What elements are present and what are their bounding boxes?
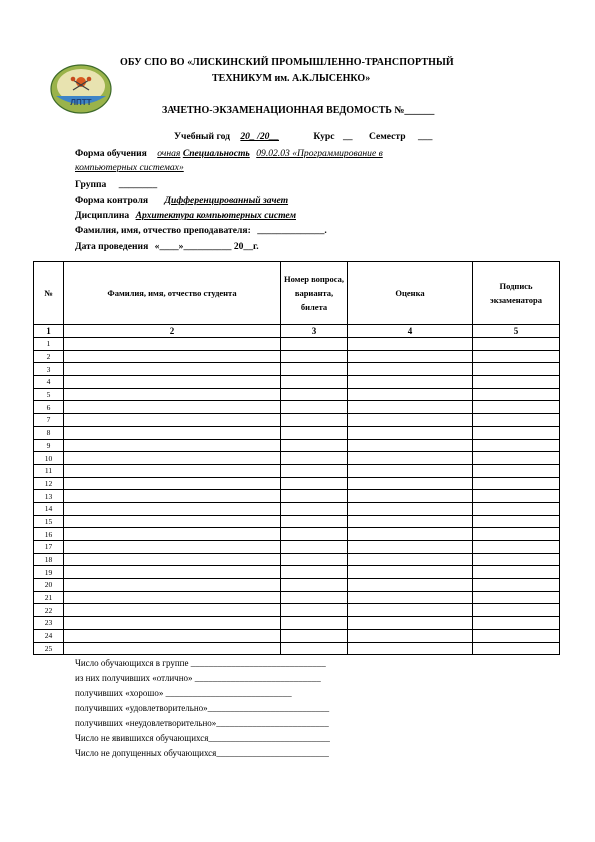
table-row — [34, 363, 560, 376]
row-number: 5 — [34, 388, 64, 401]
col-header-grade: Оценка — [348, 262, 473, 325]
table-row — [34, 452, 560, 465]
signature-cell[interactable] — [473, 452, 560, 465]
grade-cell[interactable] — [348, 376, 473, 389]
grade-cell[interactable] — [348, 591, 473, 604]
specialty-value[interactable]: 09.02.03 «Программирование в — [256, 148, 383, 159]
student-name-cell[interactable] — [64, 363, 281, 376]
grade-cell[interactable] — [348, 541, 473, 554]
question-number-cell[interactable] — [281, 617, 348, 630]
signature-cell[interactable] — [473, 617, 560, 630]
row-number: 16 — [34, 528, 64, 541]
question-number-cell[interactable] — [281, 452, 348, 465]
row-number: 24 — [34, 629, 64, 642]
signature-cell[interactable] — [473, 528, 560, 541]
signature-cell[interactable] — [473, 464, 560, 477]
question-number-cell[interactable] — [281, 553, 348, 566]
grade-cell[interactable] — [348, 490, 473, 503]
row-number: 11 — [34, 464, 64, 477]
signature-cell[interactable] — [473, 604, 560, 617]
row-number: 22 — [34, 604, 64, 617]
row-number: 19 — [34, 566, 64, 579]
student-name-cell[interactable] — [64, 528, 281, 541]
teacher-line — [75, 225, 327, 236]
grade-cell[interactable] — [348, 528, 473, 541]
student-name-cell[interactable] — [64, 426, 281, 439]
academic-year-line — [174, 131, 432, 142]
student-name-cell[interactable] — [64, 490, 281, 503]
row-number: 25 — [34, 642, 64, 655]
row-number: 15 — [34, 515, 64, 528]
student-name-cell[interactable] — [64, 338, 281, 351]
grade-cell[interactable] — [348, 604, 473, 617]
control-form-line — [75, 195, 288, 206]
table-row — [34, 490, 560, 503]
control-form-value[interactable]: Дифференцированный зачет — [164, 195, 289, 206]
table-row — [34, 376, 560, 389]
table-row — [34, 629, 560, 642]
grade-cell[interactable] — [348, 477, 473, 490]
row-number: 9 — [34, 439, 64, 452]
column-number-row — [34, 325, 560, 338]
question-number-cell[interactable] — [281, 528, 348, 541]
table-row — [34, 553, 560, 566]
signature-cell[interactable] — [473, 426, 560, 439]
control-form-label: Форма контроля — [75, 195, 149, 206]
column-number: 4 — [348, 325, 473, 338]
question-number-cell[interactable] — [281, 363, 348, 376]
row-number: 20 — [34, 579, 64, 592]
grade-cell[interactable] — [348, 629, 473, 642]
signature-cell[interactable] — [473, 566, 560, 579]
question-number-cell[interactable] — [281, 426, 348, 439]
col-header-question-number: Номер вопроса, варианта, билета — [281, 262, 348, 325]
signature-cell[interactable] — [473, 490, 560, 503]
discipline-label: Дисциплина — [75, 210, 130, 221]
table-row — [34, 414, 560, 427]
student-name-cell[interactable] — [64, 579, 281, 592]
grade-cell[interactable] — [348, 426, 473, 439]
table-row — [34, 502, 560, 515]
table-row — [34, 617, 560, 630]
table-row — [34, 338, 560, 351]
question-number-cell[interactable] — [281, 338, 348, 351]
course-label: Курс — [313, 131, 335, 142]
logo-text: ЛПТТ — [70, 98, 92, 107]
study-form-label: Форма обучения — [75, 148, 147, 159]
grade-cell[interactable] — [348, 553, 473, 566]
grades-table — [33, 261, 560, 655]
grade-cell[interactable] — [348, 350, 473, 363]
question-number-cell[interactable] — [281, 401, 348, 414]
table-row — [34, 642, 560, 655]
table-row — [34, 426, 560, 439]
row-number: 21 — [34, 591, 64, 604]
column-number: 3 — [281, 325, 348, 338]
table-row — [34, 477, 560, 490]
date-value[interactable]: «____»__________ 20__г. — [154, 241, 259, 252]
student-name-cell[interactable] — [64, 629, 281, 642]
table-row — [34, 464, 560, 477]
table-row — [34, 604, 560, 617]
grade-cell[interactable] — [348, 464, 473, 477]
student-name-cell[interactable] — [64, 617, 281, 630]
row-number: 17 — [34, 541, 64, 554]
group-value[interactable]: ________ — [118, 179, 158, 190]
table-row — [34, 541, 560, 554]
row-number: 2 — [34, 350, 64, 363]
question-number-cell[interactable] — [281, 414, 348, 427]
signature-cell[interactable] — [473, 642, 560, 655]
column-number: 1 — [34, 325, 64, 338]
org-name-line1: ОБУ СПО ВО «ЛИСКИНСКИЙ ПРОМЫШЛЕННО-ТРАНСПОРТНЫЙ — [120, 57, 454, 68]
row-number: 4 — [34, 376, 64, 389]
student-name-cell[interactable] — [64, 566, 281, 579]
question-number-cell[interactable] — [281, 515, 348, 528]
signature-cell[interactable] — [473, 363, 560, 376]
grade-cell[interactable] — [348, 642, 473, 655]
row-number: 10 — [34, 452, 64, 465]
grade-cell[interactable] — [348, 401, 473, 414]
table-row — [34, 388, 560, 401]
footer-satisfactory: получивших «удовлетворительно»___________________________ — [75, 703, 330, 713]
student-name-cell[interactable] — [64, 477, 281, 490]
grade-cell[interactable] — [348, 338, 473, 351]
student-name-cell[interactable] — [64, 604, 281, 617]
student-name-cell[interactable] — [64, 350, 281, 363]
signature-cell[interactable] — [473, 439, 560, 452]
row-number: 8 — [34, 426, 64, 439]
signature-cell[interactable] — [473, 477, 560, 490]
question-number-cell[interactable] — [281, 604, 348, 617]
question-number-cell[interactable] — [281, 477, 348, 490]
semester-value[interactable]: ___ — [417, 131, 433, 142]
question-number-cell[interactable] — [281, 502, 348, 515]
student-name-cell[interactable] — [64, 502, 281, 515]
study-form-line — [75, 148, 383, 159]
grade-cell[interactable] — [348, 579, 473, 592]
col-header-examiner-signature: Подпись экзаменатора — [473, 262, 560, 325]
table-row — [34, 566, 560, 579]
signature-cell[interactable] — [473, 338, 560, 351]
grade-cell[interactable] — [348, 502, 473, 515]
document-title: ЗАЧЕТНО-ЭКЗАМЕНАЦИОННАЯ ВЕДОМОСТЬ №______ — [162, 105, 435, 116]
semester-label: Семестр — [368, 131, 406, 142]
grade-cell[interactable] — [348, 363, 473, 376]
signature-cell[interactable] — [473, 541, 560, 554]
signature-cell[interactable] — [473, 388, 560, 401]
footer-not-admitted: Число не допущенных обучающихся_________________________ — [75, 748, 329, 758]
table-row — [34, 401, 560, 414]
question-number-cell[interactable] — [281, 490, 348, 503]
row-number: 1 — [34, 338, 64, 351]
logo-emblem-icon — [48, 62, 114, 116]
discipline-line — [75, 210, 296, 221]
student-name-cell[interactable] — [64, 515, 281, 528]
year-value[interactable]: 20_ /20__ — [240, 131, 280, 142]
signature-cell[interactable] — [473, 579, 560, 592]
table-row — [34, 579, 560, 592]
signature-cell[interactable] — [473, 350, 560, 363]
footer-absent: Число не явившихся обучающихся___________________________ — [75, 733, 330, 743]
col-header-number: № — [34, 262, 64, 325]
grade-cell[interactable] — [348, 388, 473, 401]
footer-good: получивших «хорошо» ____________________________ — [75, 688, 292, 698]
specialty-value-cont: компьютерных системах» — [75, 162, 184, 173]
college-logo — [48, 62, 114, 116]
table-row — [34, 528, 560, 541]
row-number: 7 — [34, 414, 64, 427]
question-number-cell[interactable] — [281, 376, 348, 389]
course-value[interactable]: __ — [342, 131, 353, 142]
student-name-cell[interactable] — [64, 401, 281, 414]
row-number: 3 — [34, 363, 64, 376]
table-row — [34, 439, 560, 452]
signature-cell[interactable] — [473, 376, 560, 389]
signature-cell[interactable] — [473, 401, 560, 414]
student-name-cell[interactable] — [64, 414, 281, 427]
signature-cell[interactable] — [473, 629, 560, 642]
teacher-value[interactable]: ______________. — [257, 225, 327, 236]
study-form-value[interactable]: очная — [157, 148, 181, 159]
table-header-row — [34, 262, 560, 325]
student-name-cell[interactable] — [64, 388, 281, 401]
row-number: 18 — [34, 553, 64, 566]
question-number-cell[interactable] — [281, 591, 348, 604]
footer-total-students: Число обучающихся в группе ______________________________ — [75, 658, 326, 668]
signature-cell[interactable] — [473, 553, 560, 566]
specialty-label: Специальность — [182, 148, 250, 159]
date-label: Дата проведения — [75, 241, 149, 252]
question-number-cell[interactable] — [281, 350, 348, 363]
student-name-cell[interactable] — [64, 642, 281, 655]
question-number-cell[interactable] — [281, 566, 348, 579]
grade-cell[interactable] — [348, 617, 473, 630]
grade-cell[interactable] — [348, 566, 473, 579]
signature-cell[interactable] — [473, 502, 560, 515]
row-number: 23 — [34, 617, 64, 630]
table-row — [34, 591, 560, 604]
teacher-label: Фамилия, имя, отчество преподавателя: — [75, 225, 251, 236]
row-number: 12 — [34, 477, 64, 490]
grade-cell[interactable] — [348, 515, 473, 528]
column-number: 2 — [64, 325, 281, 338]
signature-cell[interactable] — [473, 515, 560, 528]
question-number-cell[interactable] — [281, 464, 348, 477]
column-number: 5 — [473, 325, 560, 338]
student-name-cell[interactable] — [64, 439, 281, 452]
student-name-cell[interactable] — [64, 553, 281, 566]
grade-cell[interactable] — [348, 439, 473, 452]
question-number-cell[interactable] — [281, 388, 348, 401]
student-name-cell[interactable] — [64, 591, 281, 604]
col-header-student-name: Фамилия, имя, отчество студента — [64, 262, 281, 325]
question-number-cell[interactable] — [281, 541, 348, 554]
footer-excellent: из них получивших «отлично» ____________________________ — [75, 673, 321, 683]
student-name-cell[interactable] — [64, 464, 281, 477]
grade-cell[interactable] — [348, 452, 473, 465]
group-label: Группа — [75, 179, 107, 190]
footer-unsatisfactory: получивших «неудовлетворительно»_________________________ — [75, 718, 329, 728]
signature-cell[interactable] — [473, 591, 560, 604]
table-row — [34, 350, 560, 363]
question-number-cell[interactable] — [281, 439, 348, 452]
date-line — [75, 241, 259, 252]
student-name-cell[interactable] — [64, 541, 281, 554]
grade-cell[interactable] — [348, 414, 473, 427]
student-name-cell[interactable] — [64, 452, 281, 465]
question-number-cell[interactable] — [281, 642, 348, 655]
group-line — [75, 179, 157, 190]
table-row — [34, 515, 560, 528]
year-label: Учебный год — [174, 131, 230, 142]
question-number-cell[interactable] — [281, 629, 348, 642]
question-number-cell[interactable] — [281, 579, 348, 592]
row-number: 6 — [34, 401, 64, 414]
row-number: 14 — [34, 502, 64, 515]
student-name-cell[interactable] — [64, 376, 281, 389]
discipline-value[interactable]: Архитектура компьютерных систем — [135, 210, 297, 221]
org-name-line2: ТЕХНИКУМ им. А.К.ЛЫСЕНКО» — [212, 73, 371, 84]
row-number: 13 — [34, 490, 64, 503]
signature-cell[interactable] — [473, 414, 560, 427]
